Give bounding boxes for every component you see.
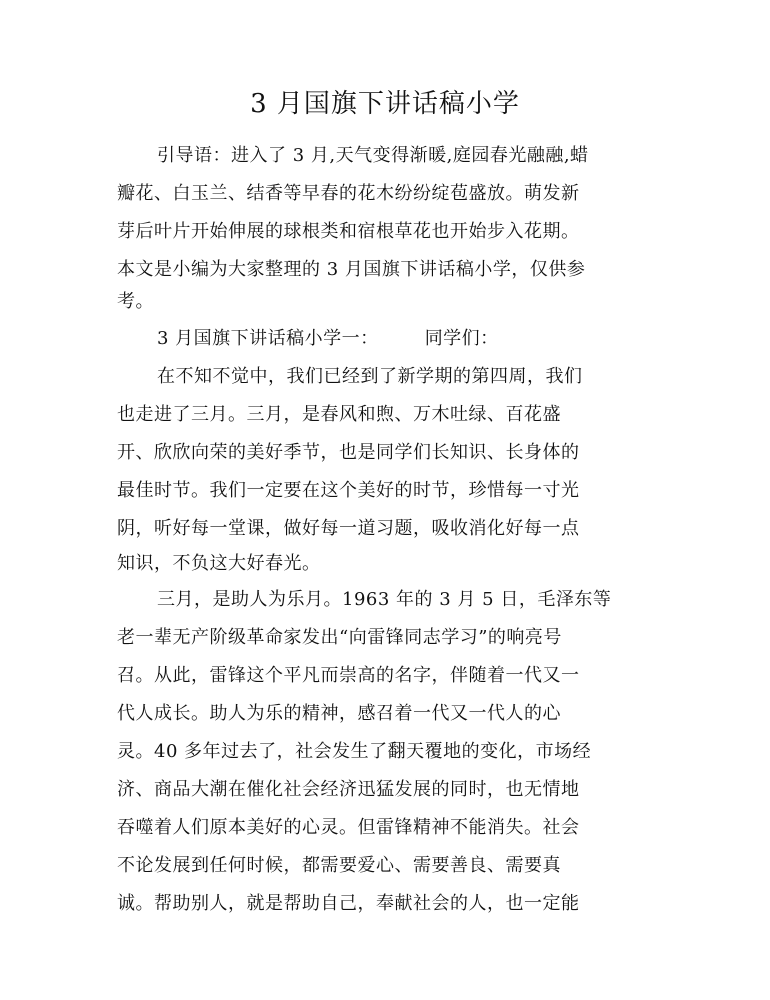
- section-heading-row: [157, 327, 499, 351]
- paragraph2-line: 济、商品大潮在催化社会经济迅猛发展的同时，也无情地: [117, 779, 580, 800]
- intro-line: 芽后叶片开始伸展的球根类和宿根草花也开始步入花期。: [117, 221, 580, 242]
- paragraph2-line: 不论发展到任何时候，都需要爱心、需要善良、需要真: [117, 855, 561, 876]
- paragraph1-line: 也走进了三月。三月，是春风和煦、万木吐绿、百花盛: [117, 404, 561, 425]
- section-heading: 3 月国旗下讲话稿小学一：: [157, 328, 379, 349]
- paragraph2-line: 吞噬着人们原本美好的心灵。但雷锋精神不能消失。社会: [117, 817, 580, 838]
- document-title: 3 月国旗下讲话稿小学: [250, 89, 520, 119]
- paragraph2-line: 诚。帮助别人，就是帮助自己，奉献社会的人，也一定能: [117, 893, 580, 914]
- paragraph1-line: 阴，听好每一堂课，做好每一道习题，吸收消化好每一点: [117, 518, 580, 539]
- intro-line: 瓣花、白玉兰、结香等早春的花木纷纷绽苞盛放。萌发新: [117, 183, 580, 204]
- paragraph1-line: 在不知不觉中，我们已经到了新学期的第四周，我们: [157, 366, 583, 387]
- intro-line: 引导语：进入了 3 月,天气变得渐暖,庭园春光融融,蜡: [157, 145, 589, 166]
- greeting: 同学们：: [424, 328, 499, 349]
- paragraph1-line: 知识，不负这大好春光。: [117, 553, 321, 574]
- paragraph1-line: 最佳时节。我们一定要在这个美好的时节，珍惜每一寸光: [117, 480, 580, 501]
- paragraph2-line: 灵。40 多年过去了，社会发生了翻天覆地的变化，市场经: [117, 741, 592, 762]
- paragraph2-line: 老一辈无产阶级革命家发出“向雷锋同志学习”的响亮号: [117, 627, 562, 648]
- paragraph1-line: 开、欣欣向荣的美好季节，也是同学们长知识、长身体的: [117, 442, 580, 463]
- paragraph2-line: 召。从此，雷锋这个平凡而崇高的名字，伴随着一代又一: [117, 665, 580, 686]
- intro-line: 本文是小编为大家整理的 3 月国旗下讲话稿小学，仅供参: [117, 259, 586, 280]
- intro-line: 考。: [117, 291, 154, 312]
- paragraph2-line: 代人成长。助人为乐的精神，感召着一代又一代人的心: [117, 703, 561, 724]
- paragraph2-line: 三月，是助人为乐月。1963 年的 3 月 5 日，毛泽东等: [157, 589, 612, 610]
